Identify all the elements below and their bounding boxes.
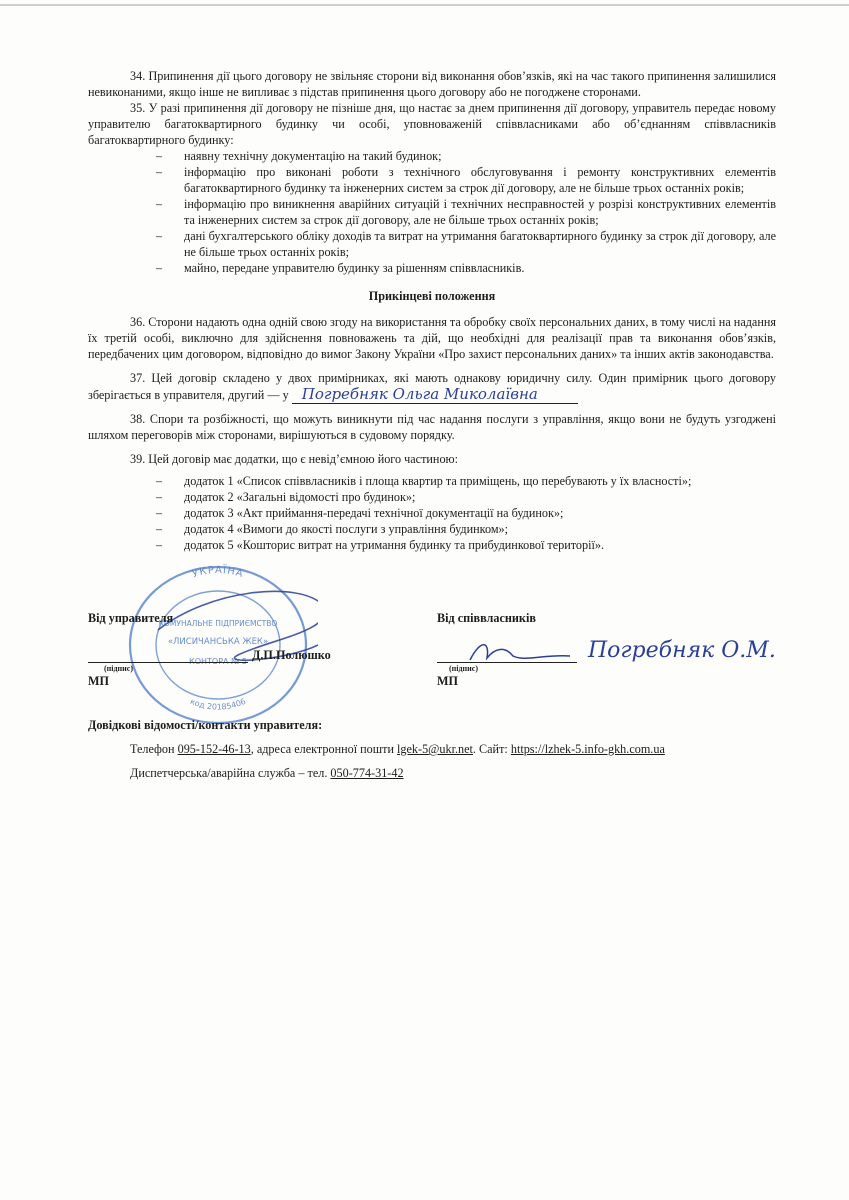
co-owners-signature-title: Від співвласників bbox=[437, 611, 536, 625]
co-owner-signature-scribble bbox=[465, 638, 575, 668]
section-heading: Прикінцеві положення bbox=[368, 289, 496, 303]
clause-39-intro: 39. Цей договір має додатки, що є невід’ємною його частиною: bbox=[130, 452, 459, 466]
list-item: – додаток 3 «Акт приймання-передачі технічної документації на будинок»; bbox=[156, 506, 564, 520]
manager-mp: МП bbox=[88, 674, 109, 688]
list-item: – додаток 2 «Загальні відомості про будинок»; bbox=[156, 490, 416, 504]
email-link[interactable]: lgek-5@ukr.net bbox=[397, 742, 473, 756]
list-item: – додаток 1 «Список співвласників і площа квартир та приміщень, що перебувають у їх власності»; bbox=[156, 474, 692, 488]
handwritten-recipient: Погребняк Ольга Миколаївна bbox=[292, 385, 578, 404]
co-owner-handwritten-name: Погребняк О.М. bbox=[588, 638, 776, 663]
list-item: – додаток 4 «Вимоги до якості послуги з управління будинком»; bbox=[156, 522, 509, 536]
manager-signature-line bbox=[88, 662, 248, 663]
contacts-line-2: Диспетчерська/аварійна служба – тел. 050-774-31-42 bbox=[130, 766, 404, 780]
clause-39-list bbox=[156, 473, 776, 553]
list-item: – інформацію про виникнення аварійних ситуацій і технічних несправностей у розрізі конструктивних елементів та інженерних систем за строк дії договору, але не більше трьох останніх років; bbox=[156, 197, 776, 227]
list-item: – майно, передане управителю будинку за рішенням співвласників. bbox=[156, 261, 525, 275]
contacts-line-1: Телефон 095-152-46-13, адреса електронної пошти lgek-5@ukr.net. Сайт: https://lzhek-5.info-gkh.com.ua bbox=[130, 742, 665, 756]
clause-34: 34. Припинення дії цього договору не звільняє сторони від виконання обов’язків, які на час такого припинення залишилися невиконаними, якщо інше не випливає з підстав припинення цього договору або не погоджене сторонами. bbox=[88, 69, 776, 99]
clause-37: 37. Цей договір складено у двох примірниках, які мають однакову юридичну силу. Один примірник цього договору зберігається в управителя, другий — у Погребняк Ольга Миколаївна bbox=[88, 371, 776, 403]
stamp-office: КОНТОРА № 5 bbox=[189, 657, 247, 666]
clause-38: 38. Спори та розбіжності, що можуть виникнути під час надання послуги з управління, якщо вони не будуть узгоджені шляхом переговорів між сторонами, вирішуються в судовому порядку. bbox=[88, 412, 776, 442]
stamp-org-a: КОМУНАЛЬНЕ ПІДПРИЄМСТВО bbox=[158, 619, 278, 628]
scan-edge bbox=[0, 4, 849, 6]
clause-36: 36. Сторони надають одна одній свою згоду на використання та обробку своїх персональних даних, в тому числі на надання їх третій особі, виключно для здійснення повноважень та дій, що необхідні для реалізації прав та виконання обов’язків, передбачених цим договором, відповідно до вимог Закону України «Про захист персональних даних» та інших актів законодавства. bbox=[88, 315, 776, 361]
manager-name: Д.П.Полюшко bbox=[252, 648, 331, 662]
list-item: – дані бухгалтерського обліку доходів та витрат на утримання багатоквартирного будинку за строк дії договору, але не більше трьох останніх років; bbox=[156, 229, 776, 259]
co-owners-mp: МП bbox=[437, 674, 458, 688]
manager-signature-title: Від управителя bbox=[88, 611, 174, 625]
list-item: – додаток 5 «Кошторис витрат на утримання будинку та прибудинкової території». bbox=[156, 538, 605, 552]
stamp-code: код 20185406 bbox=[188, 696, 248, 712]
manager-signature-caption: (підпис) bbox=[104, 664, 133, 673]
clause-35-list bbox=[156, 148, 776, 276]
stamp-org-b: «ЛИСИЧАНСЬКА ЖЕК» bbox=[167, 637, 269, 647]
organization-stamp bbox=[118, 560, 318, 730]
contract-text bbox=[88, 68, 776, 553]
website-link[interactable]: https://lzhek-5.info-gkh.com.ua bbox=[510, 742, 665, 756]
contacts-title: Довідкові відомості/контакти управителя: bbox=[88, 718, 323, 732]
co-owners-signature-caption: (підпис) bbox=[449, 664, 478, 673]
stamp-country: УКРАЇНА bbox=[190, 564, 245, 581]
phone-link[interactable]: 095-152-46-13 bbox=[177, 742, 251, 756]
clause-35-intro: 35. У разі припинення дії договору не пізніше дня, що настає за днем припинення дії договору, управитель передає новому управителю багатоквартирного будинку чи особі, уповноваженій співвласниками або об’єднанням співвласників багатоквартирного будинку: bbox=[88, 101, 776, 147]
dispatch-phone-link[interactable]: 050-774-31-42 bbox=[330, 766, 404, 780]
svg-text:УКРАЇНА bbox=[191, 563, 245, 580]
list-item: – інформацію про виконані роботи з технічного обслуговування і ремонту конструктивних елементів багатоквартирного будинку та інженерних систем за строк дії договору, але не більше трьох останніх років; bbox=[156, 165, 776, 195]
list-item: – наявну технічну документацію на такий будинок; bbox=[156, 149, 442, 163]
